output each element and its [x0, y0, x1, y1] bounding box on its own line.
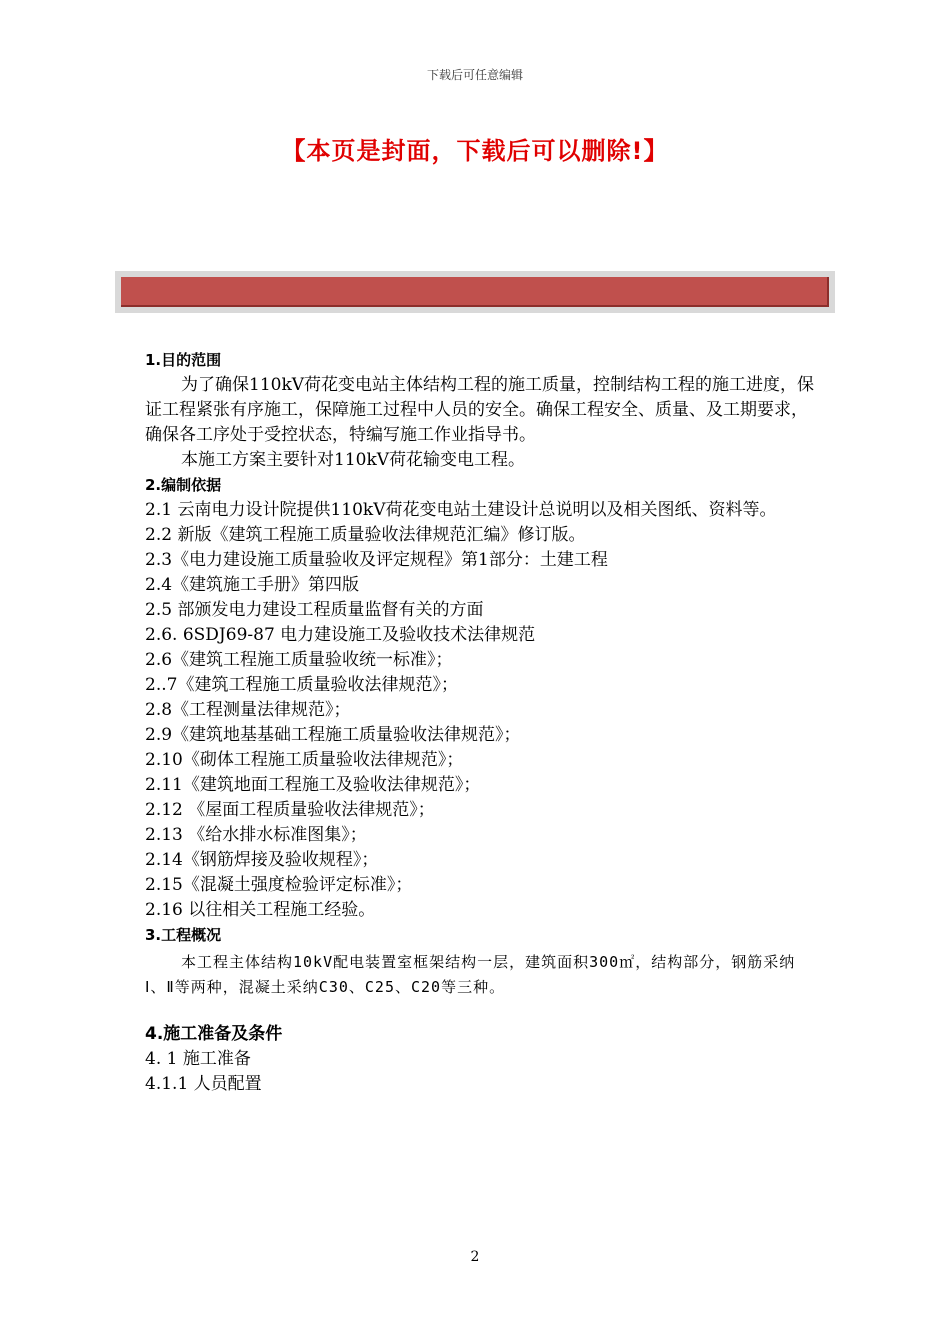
page-number: 2 [470, 1249, 480, 1265]
section-1-paragraph-1: 为了确保110kV荷花变电站主体结构工程的施工质量，控制结构工程的施工进度，保证工程紧张有序施工，保障施工过程中人员的安全。确保工程安全、质量、及工期要求，确保各工序处于受控状态，特编写施工作业指导书。 [145, 375, 815, 445]
reference-item: 2.8《工程测量法律规范》； [145, 700, 351, 720]
reference-item: 2.10《砌体工程施工质量验收法律规范》； [145, 750, 464, 770]
reference-item: 2.11《建筑地面工程施工及验收法律规范》； [145, 775, 481, 795]
section-1-paragraph-2: 本施工方案主要针对110kV荷花输变电工程。 [181, 450, 526, 470]
reference-item: 2.5 部颁发电力建设工程质量监督有关的方面 [145, 600, 484, 620]
reference-item: 2.2 新版《建筑工程施工质量验收法律规范汇编》修订版。 [145, 525, 586, 545]
cover-title: 【本页是封面，下载后可以删除!】 [281, 137, 669, 165]
document-body [145, 348, 815, 1097]
reference-item: 2.9《建筑地基基础工程施工质量验收法律规范》； [145, 725, 521, 745]
reference-item: 2.15《混凝土强度检验评定标准》； [145, 875, 413, 895]
reference-item: 2.6《建筑工程施工质量验收统一标准》； [145, 650, 453, 670]
reference-item: 2.12 《屋面工程质量验收法律规范》； [145, 800, 435, 820]
reference-item: 2..7《建筑工程施工质量验收法律规范》； [145, 675, 458, 695]
reference-list [145, 498, 815, 923]
reference-item: 2.14《钢筋焊接及验收规程》； [145, 850, 379, 870]
section-4-1-heading: 4. 1 施工准备 [145, 1049, 251, 1069]
section-4-1-1-heading: 4.1.1 人员配置 [145, 1074, 262, 1094]
reference-item: 2.13 《给水排水标准图集》； [145, 825, 367, 845]
header-note: 下载后可任意编辑 [426, 68, 523, 82]
spacer [145, 1000, 815, 1022]
section-3-heading: 3.工程概况 [145, 926, 222, 944]
reference-item: 2.4《建筑施工手册》第四版 [145, 575, 360, 595]
reference-item: 2.16 以往相关工程施工经验。 [145, 900, 376, 920]
title-banner [115, 271, 835, 313]
section-1-heading: 1.目的范围 [145, 351, 222, 369]
section-3-paragraph: 本工程主体结构10kV配电装置室框架结构一层，建筑面积300㎡，结构部分，钢筋采纳Ⅰ、Ⅱ等两种，混凝土采纳C30、C25、C20等三种。 [145, 953, 796, 996]
title-banner-bar [121, 277, 829, 307]
section-4-heading: 4.施工准备及条件 [145, 1024, 283, 1044]
reference-item: 2.3《电力建设施工质量验收及评定规程》第1部分：土建工程 [145, 550, 608, 570]
reference-item: 2.1 云南电力设计院提供110kV荷花变电站土建设计总说明以及相关图纸、资料等。 [145, 500, 777, 520]
reference-item: 2.6. 6SDJ69-87 电力建设施工及验收技术法律规范 [145, 625, 536, 645]
section-2-heading: 2.编制依据 [145, 476, 222, 494]
